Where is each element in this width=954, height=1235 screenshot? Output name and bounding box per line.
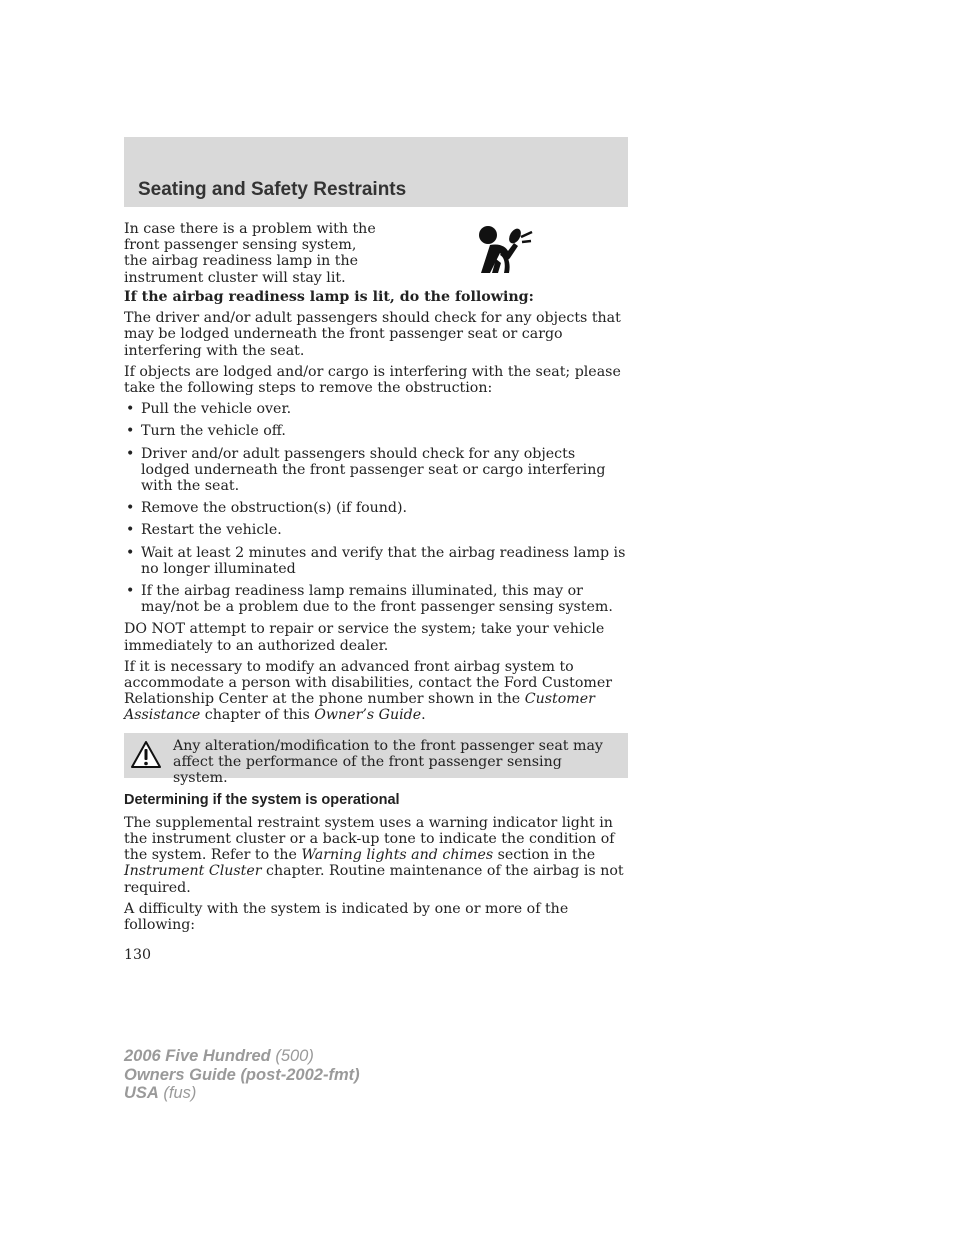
customer-assistance-reference: Customer Assistance (124, 691, 595, 724)
modify-airbag-paragraph (124, 659, 628, 724)
warning-triangle-icon (130, 740, 162, 769)
section-title: Seating and Safety Restraints (138, 179, 407, 200)
list-item: • Pull the vehicle over. (124, 401, 628, 417)
srs-text-before: The supplemental restraint system uses a warning indicator light in the instrument cluster or a back-up tone to indicate the condition of the system. Refer to the (124, 814, 615, 864)
footer-market: USA (124, 1084, 159, 1102)
srs-text-after: chapter. Routine maintenance of the airbag is not required. (124, 863, 624, 896)
lamp-lit-heading: If the airbag readiness lamp is lit, do the following: (124, 289, 534, 305)
section-header-band (124, 137, 628, 207)
modify-text-after: . (421, 707, 426, 724)
operational-heading: Determining if the system is operational (124, 791, 400, 808)
footer-line-model (124, 1047, 360, 1066)
list-item: • Driver and/or adult passengers should check for any objects lodged underneath the front passenger seat or cargo interfering with the seat. (124, 446, 628, 495)
check-objects-paragraph: The driver and/or adult passengers should check for any objects that may be lodged underneath the front passenger seat or cargo interfering with the seat. (124, 310, 621, 359)
modify-text-before: If it is necessary to modify an advanced front airbag system to accommodate a person with disabilities, contact the Ford Customer Relationship Center at the phone number shown in the (124, 658, 613, 708)
warning-callout (124, 733, 628, 787)
footer-line-market (124, 1084, 360, 1103)
difficulty-paragraph: A difficulty with the system is indicated by one or more of the following: (124, 900, 569, 934)
intro-text: In case there is a problem with the front passenger sensing system, the airbag readiness lamp in the instrument cluster will stay lit. (124, 221, 376, 286)
list-item: • Turn the vehicle off. (124, 423, 628, 439)
srs-text-mid: section in the (493, 847, 596, 864)
document-footer (124, 1047, 360, 1103)
steps-list (124, 401, 628, 615)
do-not-repair-paragraph: DO NOT attempt to repair or service the system; take your vehicle immediately to an authorized dealer. (124, 621, 605, 654)
warning-text: Any alteration/modification to the front passenger seat may affect the performance of the front passenger sensing system. (173, 737, 603, 787)
list-item: • Remove the obstruction(s) (if found). (124, 500, 628, 516)
list-item: • If the airbag readiness lamp remains illuminated, this may or may/not be a problem due to the front passenger sensing system. (124, 583, 628, 615)
airbag-readiness-icon (478, 225, 534, 273)
intro-block (124, 221, 628, 289)
remove-obstruction-paragraph: If objects are lodged and/or cargo is interfering with the seat; please take the following steps to remove the obstruction: (124, 363, 621, 397)
footer-market-code: (fus) (158, 1084, 197, 1102)
instrument-cluster-reference: Instrument Cluster (124, 863, 262, 880)
warning-lights-reference: Warning lights and chimes (301, 847, 494, 864)
page-number: 130 (124, 947, 152, 964)
owners-guide-reference: Owner’s Guide (314, 707, 422, 724)
footer-model-name: 2006 Five Hundred (124, 1047, 271, 1065)
modify-text-mid: chapter of this (200, 707, 315, 724)
list-item: • Wait at least 2 minutes and verify that the airbag readiness lamp is no longer illuminated (124, 545, 628, 577)
footer-model-code: (500) (270, 1047, 314, 1065)
page-content (124, 221, 628, 964)
srs-indicator-paragraph (124, 815, 628, 896)
footer-guide-name: Owners Guide (post-2002-fmt) (124, 1065, 360, 1084)
list-item: • Restart the vehicle. (124, 522, 628, 538)
footer-line-guide (124, 1066, 360, 1085)
